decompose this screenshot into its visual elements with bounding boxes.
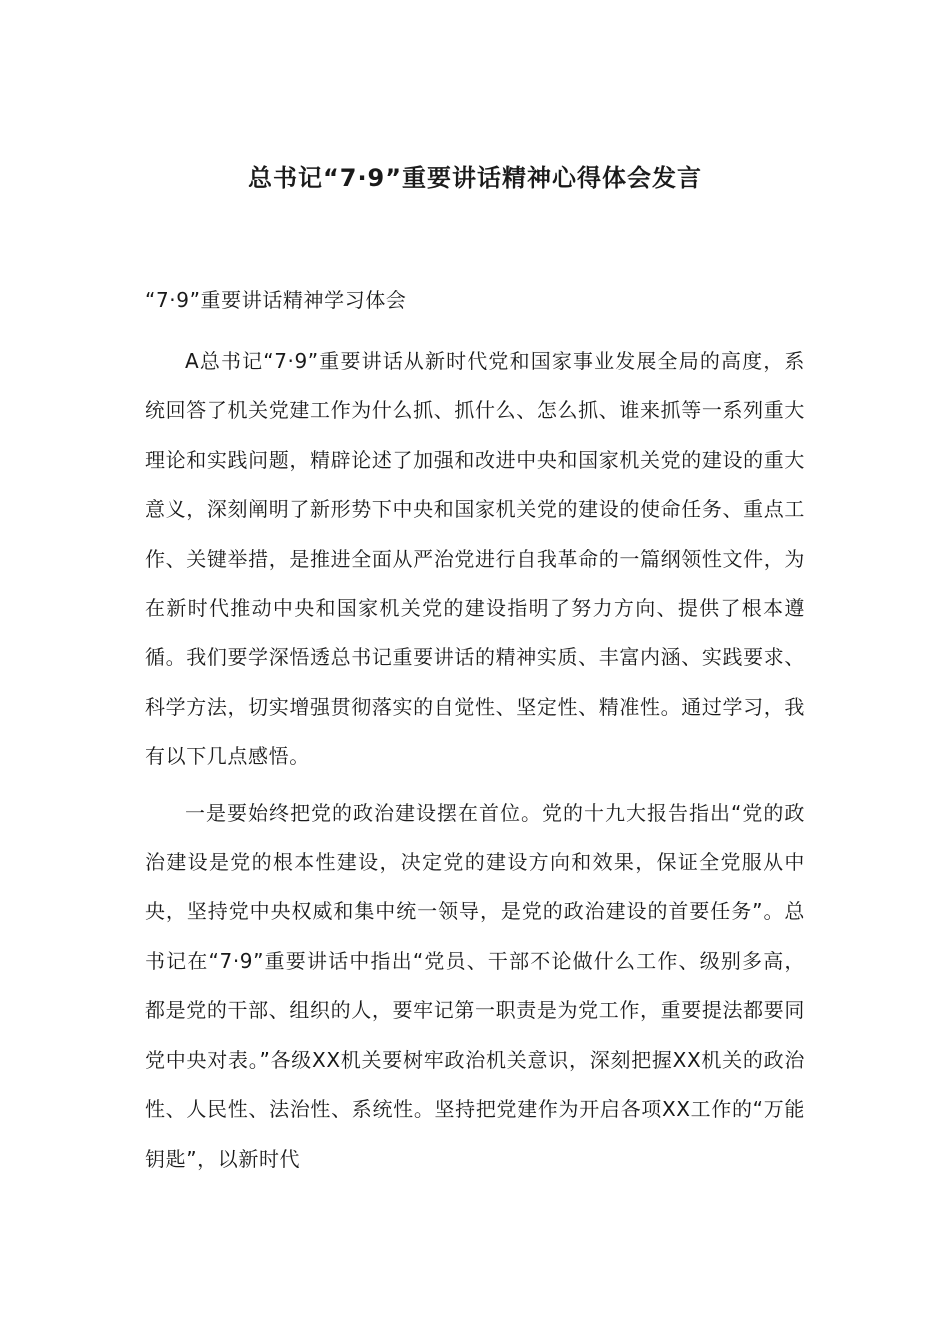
- paragraph-intro: A总书记“7·9”重要讲话从新时代党和国家事业发展全局的高度，系统回答了机关党建工作为什么抓、抓什么、怎么抓、谁来抓等一系列重大理论和实践问题，精辟论述了加强和改进中央和国家机关党的建设的重大意义，深刻阐明了新形势下中央和国家机关党的建设的使命任务、重点工作、关键举措，是推进全面从严治党进行自我革命的一篇纲领性文件，为在新时代推动中央和国家机关党的建设指明了努力方向、提供了根本遵循。我们要学深悟透总书记重要讲话的精神实质、丰富内涵、实践要求、科学方法，切实增强贯彻落实的自觉性、坚定性、精准性。通过学习，我有以下几点感悟。: [145, 349, 805, 769]
- document-body: [145, 280, 805, 1191]
- paragraph-point-one: 一是要始终把党的政治建设摆在首位。党的十九大报告指出“党的政治建设是党的根本性建设，决定党的建设方向和效果，保证全党服从中央，坚持党中央权威和集中统一领导，是党的政治建设的首要任务”。总书记在“7·9”重要讲话中指出“党员、干部不论做什么工作、级别多高，都是党的干部、组织的人，要牢记第一职责是为党工作，重要提法都要同党中央对表。”各级XX机关要树牢政治机关意识，深刻把握XX机关的政治性、人民性、法治性、系统性。坚持把党建作为开启各项XX工作的“万能钥匙”，以新时代: [145, 800, 805, 1171]
- document-subtitle: “7·9”重要讲话精神学习体会: [145, 288, 407, 312]
- document-title: 总书记“7·9”重要讲话精神心得体会发言: [247, 164, 703, 192]
